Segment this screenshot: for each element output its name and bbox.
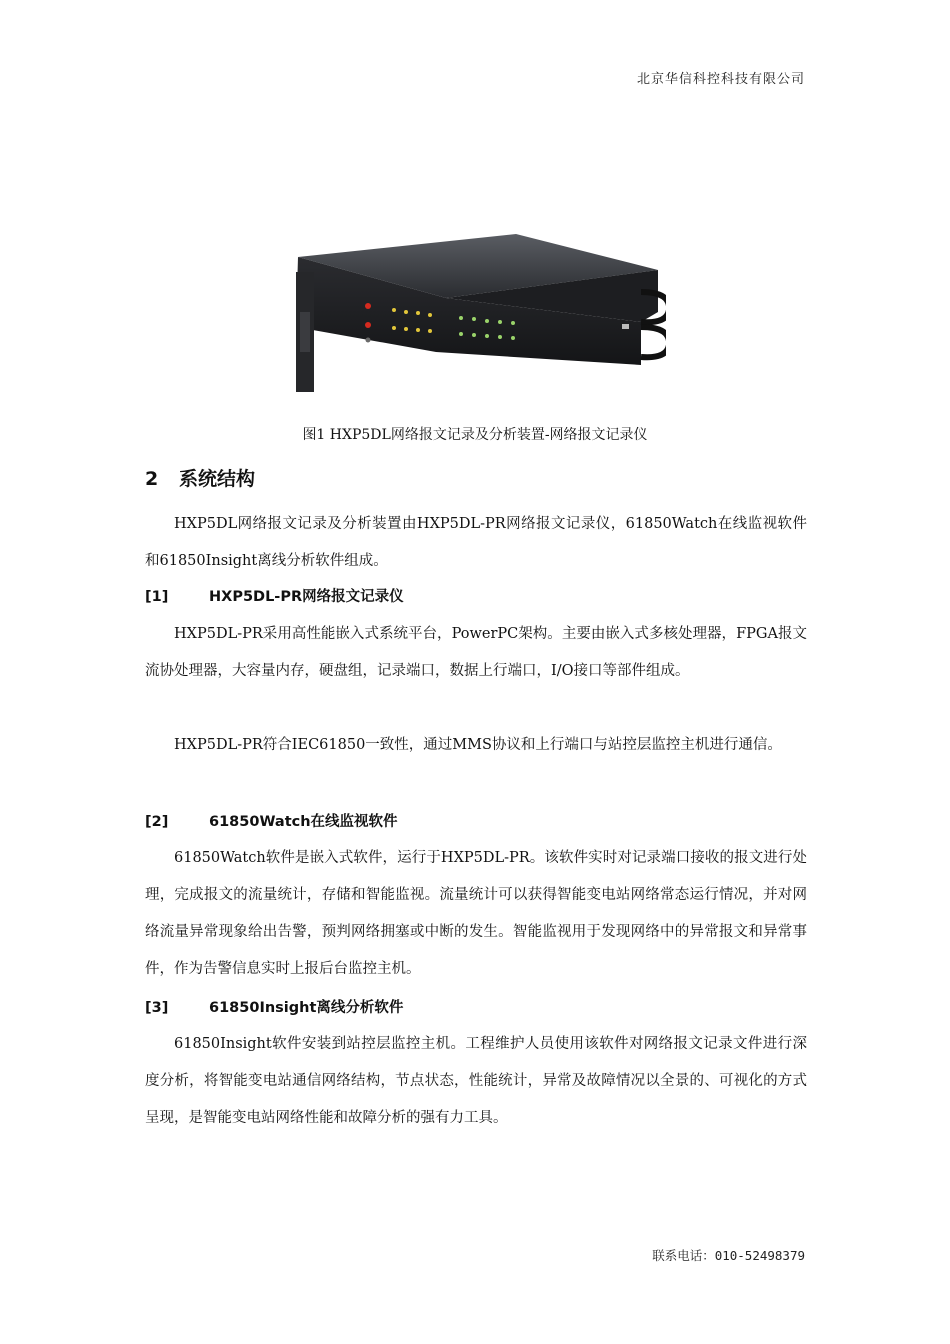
figure-caption: 图1 HXP5DL网络报文记录及分析装置-网络报文记录仪	[302, 427, 648, 443]
header-company-name: 北京华信科控科技有限公司	[636, 72, 805, 87]
subsection-heading-2	[145, 810, 398, 831]
device-photo	[286, 122, 666, 410]
subsection-number: [1]	[145, 589, 169, 605]
paragraph: HXP5DL-PR符合IEC61850一致性，通过MMS协议和上行端口与站控层监控主机进行通信。	[174, 737, 782, 753]
subsection-title: HXP5DL-PR网络报文记录仪	[209, 589, 404, 605]
paragraph: HXP5DL-PR采用高性能嵌入式系统平台，PowerPC架构。主要由嵌入式多核处理器，FPGA报文流协处理器，大容量内存，硬盘组，记录端口，数据上行端口，I/O接口等部件组成。	[145, 626, 807, 679]
section-intro-paragraph: HXP5DL网络报文记录及分析装置由HXP5DL-PR网络报文记录仪，61850Watch在线监视软件和61850Insight离线分析软件组成。	[145, 516, 807, 569]
section-title-text: 系统结构	[179, 468, 256, 490]
subsection-heading-3	[145, 996, 403, 1017]
subsection-title: 61850Insight离线分析软件	[209, 1000, 404, 1016]
subsection-heading-1	[145, 585, 404, 606]
paragraph: 61850Watch软件是嵌入式软件，运行于HXP5DL-PR。该软件实时对记录端口接收的报文进行处理，完成报文的流量统计，存储和智能监视。流量统计可以获得智能变电站网络常态运行情况，并对网络流量异常现象给出告警，预判网络拥塞或中断的发生。智能监视用于发现网络中的异常报文和异常事件，作为告警信息实时上报后台监控主机。	[145, 850, 807, 977]
subsection-number: [2]	[145, 814, 169, 830]
paragraph: 61850Insight软件安装到站控层监控主机。工程维护人员使用该软件对网络报文记录文件进行深度分析，将智能变电站通信网络结构，节点状态，性能统计，异常及故障情况以全景的、可视化的方式呈现，是智能变电站网络性能和故障分析的强有力工具。	[145, 1036, 807, 1126]
section-heading	[145, 464, 255, 491]
subsection-title: 61850Watch在线监视软件	[209, 814, 398, 830]
subsection-number: [3]	[145, 1000, 169, 1016]
footer-phone: 联系电话：010-52498379	[652, 1248, 805, 1263]
section-number: 2	[145, 468, 159, 490]
